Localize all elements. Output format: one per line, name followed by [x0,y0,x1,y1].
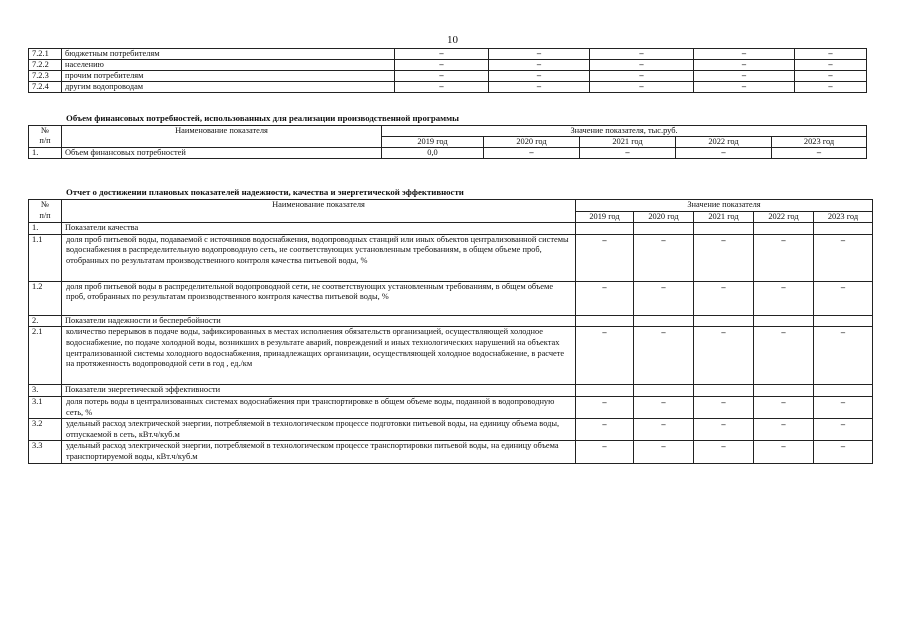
empty-cell [754,385,814,397]
table-row [29,234,873,281]
value-cell: – [694,60,795,71]
empty-cell [634,223,694,235]
empty-cell [576,315,634,327]
row-number: 1. [29,148,62,159]
value-cell: – [634,327,694,385]
table-header-row [29,200,873,212]
value-cell: – [814,441,873,463]
value-cell: – [694,71,795,82]
finance-caption: Объем финансовых потребностей, использованных для реализации производственной программы [66,113,459,123]
value-cell: – [634,281,694,315]
row-number: 3.1 [29,396,62,418]
year-header: 2020 год [634,211,694,223]
distribution-table [28,48,867,93]
value-cell: – [754,419,814,441]
value-cell: – [484,148,580,159]
value-cell: – [395,82,489,93]
empty-cell [694,385,754,397]
value-cell: – [395,49,489,60]
empty-cell [634,385,694,397]
empty-cell [694,315,754,327]
row-number: 1.1 [29,234,62,281]
empty-cell [754,223,814,235]
row-number: 3. [29,385,62,397]
row-number: 7.2.4 [29,82,62,93]
value-cell: – [795,82,867,93]
value-cell: – [814,396,873,418]
empty-cell [576,385,634,397]
value-cell: – [795,60,867,71]
table-row [29,281,873,315]
row-name: количество перерывов в подаче воды, зафиксированных в местах исполнения обязательств организацией, осуществляющей холодное водоснабжение, по подаче холодной воды, возникших в результате аварий, повреждений и иных технологических нарушений на объектах централизованной системы холодного водоснабжения, принадлежащих организации, осуществляющей холодное водоснабжение, в расчете на протяженность водопроводной сети в год , ед./км [62,327,576,385]
value-cell: – [754,441,814,463]
header-num-cell [29,200,62,223]
value-cell: – [694,49,795,60]
value-cell: – [694,82,795,93]
table-row [29,49,867,60]
row-name: удельный расход электрической энергии, потребляемой в технологическом процессе подготовки питьевой воды, на единицу объема воды, отпускаемой в сеть, кВт.ч/куб.м [62,419,576,441]
value-cell: – [772,148,867,159]
empty-cell [814,223,873,235]
empty-cell [576,223,634,235]
year-header: 2021 год [694,211,754,223]
value-cell: – [814,234,873,281]
value-cell: – [576,281,634,315]
row-number: 3.3 [29,441,62,463]
empty-cell [814,315,873,327]
header-num: № [41,200,49,209]
value-cell: – [590,82,694,93]
empty-cell [634,315,694,327]
value-cell: – [395,60,489,71]
value-cell: – [694,396,754,418]
table-header-row [29,126,867,137]
row-name: другим водопроводам [62,82,395,93]
value-cell: – [814,281,873,315]
section-row [29,223,873,235]
value-cell: – [754,327,814,385]
year-header: 2022 год [676,137,772,148]
value-cell: – [694,281,754,315]
row-number: 3.2 [29,419,62,441]
header-value: Значение показателя, тыс.руб. [382,126,867,137]
row-name: доля проб питьевой воды в распределительной водопроводной сети, не соответствующих установленным требованиям, в общем объеме проб, отобранных по результатам производственного контроля качества питьевой воды, % [62,281,576,315]
value-cell: – [576,234,634,281]
value-cell: – [694,234,754,281]
section-title: Показатели качества [62,223,576,235]
value-cell: – [814,327,873,385]
year-header: 2023 год [814,211,873,223]
empty-cell [754,315,814,327]
section-row [29,315,873,327]
value-cell: – [814,419,873,441]
row-name: прочим потребителям [62,71,395,82]
header-num-2: п/п [39,210,51,220]
year-header: 2020 год [484,137,580,148]
header-num-2: п/п [39,136,51,145]
value-cell: – [576,419,634,441]
table-row [29,396,873,418]
year-header: 2022 год [754,211,814,223]
table-row [29,327,873,385]
header-value: Значение показателя [576,200,873,212]
value-cell: – [489,49,590,60]
table-row [29,148,867,159]
value-cell: – [576,396,634,418]
value-cell: – [590,60,694,71]
value-cell: – [795,49,867,60]
year-header: 2019 год [576,211,634,223]
header-num-cell [29,126,62,148]
empty-cell [814,385,873,397]
row-name: доля потерь воды в централизованных системах водоснабжения при транспортировке в общем объеме воды, поданной в водопроводную сеть, % [62,396,576,418]
table-row [29,82,867,93]
value-cell: – [590,49,694,60]
row-number: 1. [29,223,62,235]
value-cell: – [694,419,754,441]
year-header: 2021 год [580,137,676,148]
row-number: 2. [29,315,62,327]
row-name: Объем финансовых потребностей [62,148,382,159]
header-name: Наименование показателя [62,200,576,223]
empty-cell [694,223,754,235]
table-row [29,60,867,71]
value-cell: – [576,327,634,385]
report-caption: Отчет о достижении плановых показателей надежности, качества и энергетической эффективности [66,187,464,197]
value-cell: – [395,71,489,82]
value-cell: – [580,148,676,159]
header-name: Наименование показателя [62,126,382,148]
value-cell: – [754,234,814,281]
row-name: бюджетным потребителям [62,49,395,60]
value-cell: – [694,441,754,463]
row-number: 7.2.1 [29,49,62,60]
value-cell: – [489,60,590,71]
table-row [29,441,873,463]
value-cell: 0,0 [382,148,484,159]
value-cell: – [634,396,694,418]
value-cell: – [634,441,694,463]
section-title: Показатели энергетической эффективности [62,385,576,397]
value-cell: – [634,234,694,281]
year-header: 2019 год [382,137,484,148]
indicators-table [28,199,873,464]
value-cell: – [576,441,634,463]
table-row [29,419,873,441]
row-name: доля проб питьевой воды, подаваемой с источников водоснабжения, водопроводных станций или иных объектов централизованной системы водоснабжения в распределительную водопроводную сеть, не соответствующих установленным требованиям, в общем объеме проб, отобранных по результатам производственного контроля качества питьевой воды, % [62,234,576,281]
value-cell: – [489,71,590,82]
table-row [29,71,867,82]
value-cell: – [489,82,590,93]
section-row [29,385,873,397]
value-cell: – [694,327,754,385]
value-cell: – [754,396,814,418]
value-cell: – [795,71,867,82]
row-number: 7.2.3 [29,71,62,82]
value-cell: – [676,148,772,159]
header-num: № [41,126,49,135]
value-cell: – [634,419,694,441]
page-number: 10 [447,34,458,46]
year-header: 2023 год [772,137,867,148]
finance-table [28,125,867,159]
section-title: Показатели надежности и бесперебойности [62,315,576,327]
row-number: 1.2 [29,281,62,315]
row-number: 7.2.2 [29,60,62,71]
row-name: населению [62,60,395,71]
value-cell: – [754,281,814,315]
row-name: удельный расход электрической энергии, потребляемой в технологическом процессе транспортировки питьевой воды, на единицу объема транспортируемой воды, кВт.ч/куб.м [62,441,576,463]
row-number: 2.1 [29,327,62,385]
value-cell: – [590,71,694,82]
